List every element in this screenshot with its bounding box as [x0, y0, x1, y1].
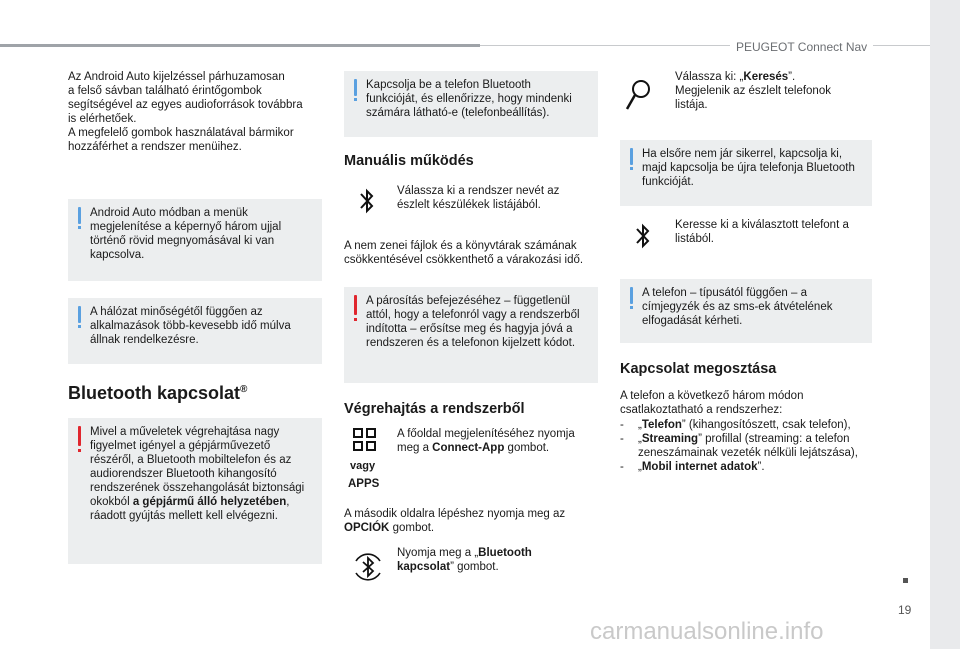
step-line: listából.: [675, 233, 714, 245]
bluetooth-icon: [357, 186, 377, 216]
intro-line: csatlakoztatható a rendszerhez:: [620, 404, 783, 416]
warning-line: ráadott gyújtás mellett kell elvégezni.: [90, 510, 278, 522]
step-line: meg a Connect-App gombot.: [397, 442, 550, 454]
step-line: kapcsolat” gombot.: [397, 561, 499, 573]
info-icon: [354, 79, 357, 96]
info-box-phone-type: [620, 279, 872, 343]
page-number: 19: [898, 603, 912, 617]
header-rule: [0, 44, 480, 47]
info-line: történő rövid megnyomásával ki van: [90, 235, 275, 247]
step-line: A második oldalra lépéshez nyomja meg az: [344, 508, 566, 520]
warning-box-safety: [68, 418, 322, 564]
section-title-manual: Manuális működés: [344, 153, 474, 169]
info-line: címjegyzék és az sms-ek átvételének: [642, 301, 833, 313]
section-title-sharing: Kapcsolat megosztása: [620, 361, 777, 377]
warning-icon: [78, 426, 81, 446]
info-line: funkcióját.: [642, 176, 694, 188]
step-line: listája.: [675, 99, 708, 111]
list-item-continuation: zeneszámainak vezeték nélküli lejátszása),: [638, 447, 858, 459]
note-line: A nem zenei fájlok és a könyvtárak számának: [344, 240, 577, 252]
note-waiting-time: [344, 239, 600, 267]
info-box-android-auto: [68, 199, 322, 281]
warning-line: okokból a gépjármű álló helyzetében,: [90, 496, 290, 508]
warning-icon: [354, 295, 357, 315]
info-line: A telefon – típusától függően – a: [642, 287, 807, 299]
search-icon: [624, 78, 652, 112]
step-line: OPCIÓK gombot.: [344, 522, 435, 534]
intro-line: is elérhetőek.: [68, 113, 137, 125]
or-label: vagy: [350, 460, 376, 472]
warning-line: attól, hogy a telefonról vagy a rendszerből: [366, 309, 580, 321]
connect-app-grid-icon: [352, 427, 378, 453]
intro-paragraph: [68, 70, 318, 154]
step-select-system: [397, 184, 597, 212]
intro-line: Az Android Auto kijelzéssel párhuzamosan: [68, 71, 285, 83]
intro-line: A telefon a következő három módon: [620, 390, 804, 402]
info-line: funkcióját, és ellenőrizze, hogy mindenki: [366, 93, 572, 105]
section-title-bluetooth: Bluetooth kapcsolat®: [68, 383, 248, 403]
bluetooth-connection-icon: [350, 549, 386, 585]
step-line: Keresse ki a kiválasztott telefont a: [675, 219, 849, 231]
step-select-phone: [675, 218, 875, 246]
section-title-from-system: Végrehajtás a rendszerből: [344, 401, 525, 417]
intro-line: a felső sávban található érintőgombok: [68, 85, 262, 97]
watermark: carmanualsonline.info: [590, 618, 824, 645]
warning-line: rendszeren és a telefonon kijelzett kódot.: [366, 337, 576, 349]
side-gutter: [930, 0, 960, 649]
info-box-enable-bluetooth: [344, 71, 598, 137]
info-icon: [78, 207, 81, 224]
warning-box-pairing: [344, 287, 598, 383]
bluetooth-icon: [633, 221, 653, 251]
warning-line: indította – erősítse meg és hagyja jóvá a: [366, 323, 573, 335]
step-connect-app: [397, 427, 597, 455]
warning-line: részéről, a Bluetooth mobiltelefon és az: [90, 454, 292, 466]
note-line: csökkentésével csökkenthető a várakozási idő.: [344, 254, 584, 266]
step-line: Válassza ki a rendszer nevét az: [397, 185, 560, 197]
info-icon: [630, 287, 633, 304]
warning-line: audiorendszer Bluetooth kihangosító: [90, 468, 277, 480]
intro-line: A megfelelő gombok használatával bármikor: [68, 127, 294, 139]
info-line: állnak rendelkezésre.: [90, 334, 199, 346]
info-line: alkalmazások több-kevesebb idő múlva: [90, 320, 291, 332]
warning-line: Mivel a műveletek végrehajtása nagy: [90, 426, 280, 438]
warning-line: rendszerének összehangolását biztonsági: [90, 482, 305, 494]
info-line: Kapcsolja be a telefon Bluetooth: [366, 79, 531, 91]
warning-line: A párosítás befejezéséhez – függetlenül: [366, 295, 570, 307]
step-line: Válassza ki: „Keresés”.: [675, 71, 796, 83]
info-line: A hálózat minőségétől függően az: [90, 306, 263, 318]
sharing-list: [620, 418, 880, 474]
info-line: megjelenítése a képernyő három ujjal: [90, 221, 282, 233]
warning-line: figyelmet igényel a gépjárművezető: [90, 440, 271, 452]
sharing-intro: [620, 389, 880, 417]
info-box-retry: [620, 140, 872, 206]
info-line: Ha elsőre nem jár sikerrel, kapcsolja ki,: [642, 148, 843, 160]
info-line: majd kapcsolja be újra telefonja Bluetooth: [642, 162, 855, 174]
intro-line: hozzáférhet a rendszer menüihez.: [68, 141, 242, 153]
info-line: kapcsolva.: [90, 249, 145, 261]
info-line: elfogadását kérheti.: [642, 315, 743, 327]
info-line: számára látható-e (telefonbeállítás).: [366, 107, 550, 119]
step-search: [675, 70, 875, 112]
list-item: - „Mobil internet adatok”.: [620, 461, 765, 473]
intro-line: segítségével az egyes audioforrások továbbra: [68, 99, 303, 111]
step-line: Nyomja meg a „Bluetooth: [397, 547, 532, 559]
brand-title: PEUGEOT Connect Nav: [730, 40, 873, 54]
step-line: Megjelenik az észlelt telefonok: [675, 85, 831, 97]
info-line: Android Auto módban a menük: [90, 207, 248, 219]
list-item: - „Streaming” profillal (streaming: a telefon: [620, 433, 850, 445]
info-icon: [78, 306, 81, 323]
step-line: észlelt készülékek listájából.: [397, 199, 541, 211]
info-icon: [630, 148, 633, 165]
info-box-network: [68, 298, 322, 364]
apps-button-label: APPS: [348, 478, 380, 490]
step-line: A főoldal megjelenítéséhez nyomja: [397, 428, 575, 440]
step-bluetooth-connection: [397, 546, 597, 574]
list-item: - „Telefon” (kihangosítószett, csak telefon),: [620, 419, 851, 431]
end-square-marker: [903, 578, 908, 583]
step-options: [344, 507, 600, 535]
